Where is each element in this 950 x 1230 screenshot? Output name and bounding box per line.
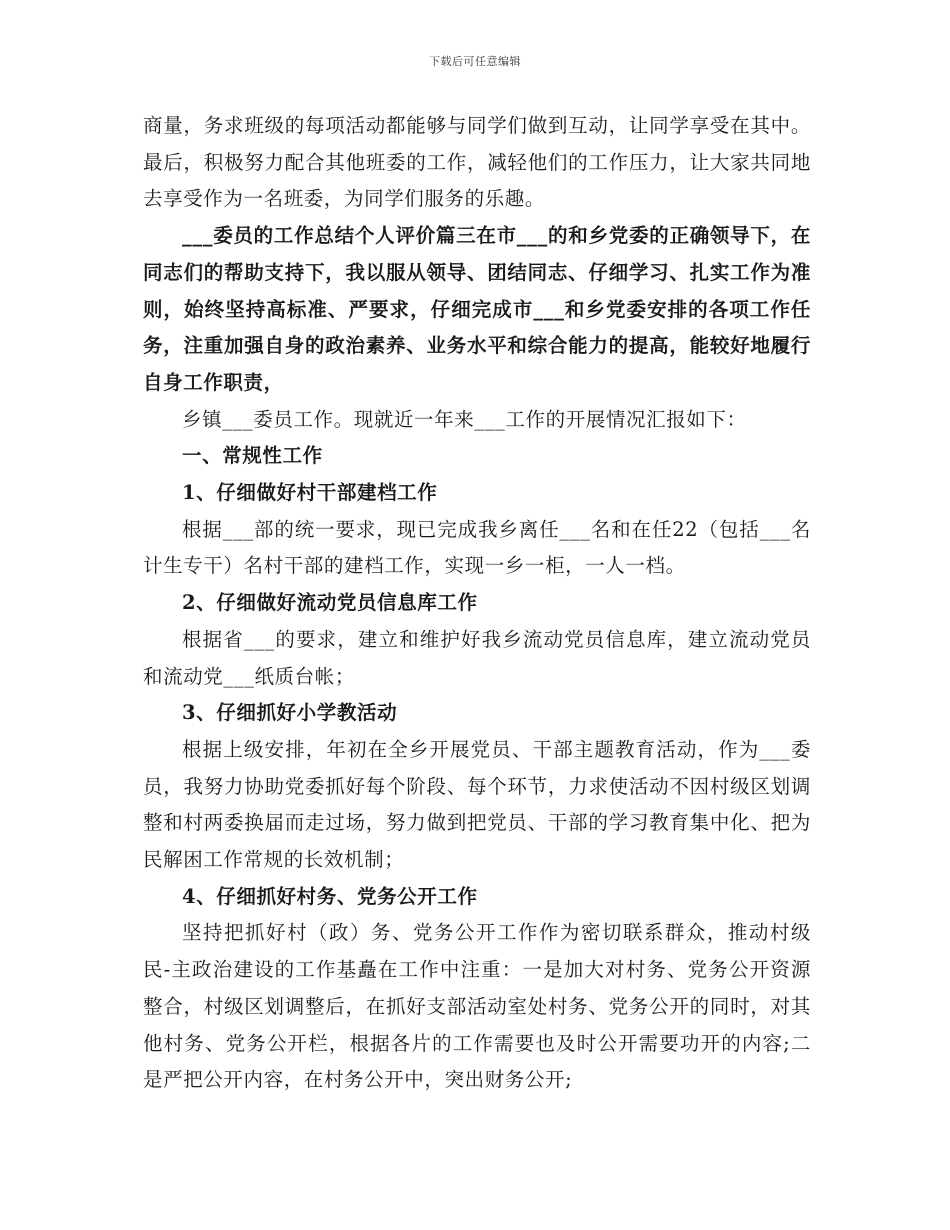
page-header: 下载后可任意编辑: [429, 55, 521, 68]
paragraph-4: 根据___部的统一要求，现已完成我乡离任___名和在任22（包括___名计生专干）名村干部的建档工作，实现一乡一柜，一人一档。: [143, 517, 811, 578]
subheading-1: 1、仔细做好村干部建档工作: [182, 481, 438, 505]
paragraph-3: 乡镇___委员工作。现就近一年来___工作的开展情况汇报如下：: [182, 407, 747, 431]
document-body: [143, 108, 811, 1099]
subheading-3: 3、仔细抓好小学教活动: [182, 701, 398, 725]
paragraph-2: ___委员的工作总结个人评价篇三在市___的和乡党委的正确领导下，在同志们的帮助支持下，我以服从领导、团结同志、仔细学习、扎实工作为准则，始终坚持高标准、严要求，仔细完成市___和乡党委安排的各项工作任务，注重加强自身的政治素养、业务水平和综合能力的提高，能较好地履行自身工作职责，: [143, 224, 811, 394]
subheading-2: 2、仔细做好流动党员信息库工作: [182, 591, 478, 615]
section-heading-1: 一、常规性工作: [182, 444, 323, 468]
paragraph-7: 坚持把抓好村（政）务、党务公开工作作为密切联系群众，推动村级民-主政治建设的工作基矗在工作中注重：一是加大对村务、党务公开资源整合，村级区划调整后，在抓好支部活动室处村务、党务公开的同时，对其他村务、党务公开栏，根据各片的工作需要也及时公开需要功开的内容;二是严把公开内容，在村务公开中，突出财务公开;: [143, 921, 811, 1092]
paragraph-1: 商量，务求班级的每项活动都能够与同学们做到互动，让同学享受在其中。最后，积极努力配合其他班委的工作，减轻他们的工作压力，让大家共同地去享受作为一名班委，为同学们服务的乐趣。: [143, 114, 811, 211]
subheading-4: 4、仔细抓好村务、党务公开工作: [182, 884, 478, 908]
paragraph-5: 根据省___的要求，建立和维护好我乡流动党员信息库，建立流动党员和流动党___纸质台帐；: [143, 627, 811, 688]
paragraph-6: 根据上级安排，年初在全乡开展党员、干部主题教育活动，作为___委员，我努力协助党委抓好每个阶段、每个环节，力求使活动不因村级区划调整和村两委换届而走过场，努力做到把党员、干部的学习教育集中化、把为民解困工作常规的长效机制；: [143, 737, 811, 872]
